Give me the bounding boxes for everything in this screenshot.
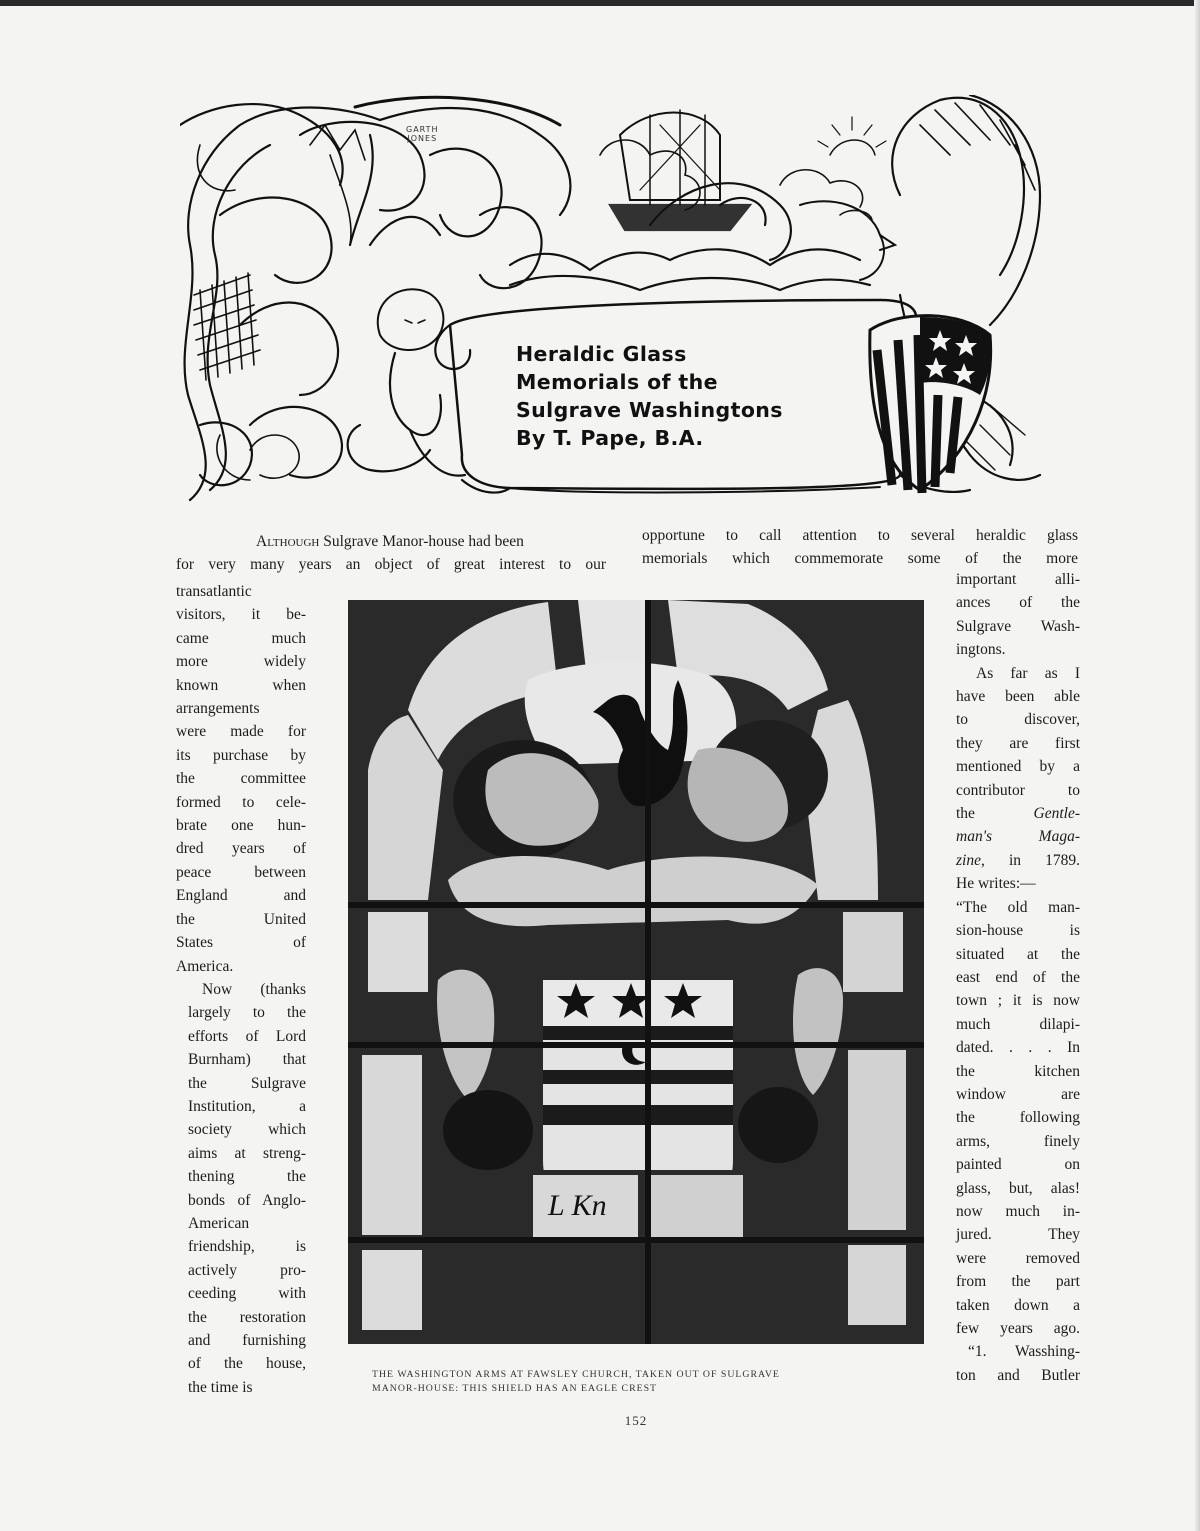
text-line: He writes:—: [956, 875, 1036, 893]
glass-inscription: L Kn: [548, 1189, 607, 1222]
drop-word: Although: [256, 533, 320, 550]
text-line: painted on: [956, 1156, 1080, 1174]
text-line: town ; it is now: [956, 992, 1080, 1010]
text-line: ingtons.: [956, 641, 1006, 659]
text-line: the restoration: [188, 1308, 306, 1326]
text-line: came much: [176, 629, 306, 647]
text-line: brate one hun-: [176, 817, 306, 835]
text-line: transatlantic: [176, 583, 252, 600]
text-line: important alli-: [956, 571, 1080, 588]
text-line: “The old man-: [956, 898, 1080, 916]
scan-top-border: [0, 0, 1200, 6]
text-line: “1. Wasshing-: [968, 1343, 1080, 1361]
text-line: sion-house is: [956, 922, 1080, 940]
intro-line: Sulgrave Manor-house had been: [323, 533, 524, 550]
page-number: 152: [624, 1413, 648, 1428]
text-line: man's Maga-: [956, 828, 1080, 846]
intro-line: for very many years an object of great interest to our: [176, 556, 606, 574]
caption-line: THE WASHINGTON ARMS AT FAWSLEY CHURCH, TAKEN OUT OF SULGRAVE: [372, 1369, 780, 1380]
text-line: the time is: [188, 1378, 253, 1396]
text-line: efforts of Lord: [188, 1027, 306, 1045]
text-line: Burnham) that: [188, 1051, 306, 1069]
artist-signature: [406, 125, 439, 143]
text-line: formed to cele-: [176, 793, 306, 811]
artist-signature-line: JONES: [407, 134, 438, 143]
text-line: were made for: [176, 723, 306, 741]
text-line: American: [188, 1214, 250, 1232]
title-line: Memorials of the: [516, 370, 718, 394]
text-line: actively pro-: [188, 1261, 306, 1279]
text-line: dred years of: [176, 840, 306, 858]
text-line: arrangements: [176, 700, 260, 718]
text-line: friendship, is: [188, 1238, 306, 1256]
title-line: Sulgrave Washingtons: [516, 398, 783, 422]
text-line: the following: [956, 1109, 1080, 1127]
text-line: Now (thanks: [202, 980, 306, 998]
text-line: to discover,: [956, 711, 1080, 729]
text-line: visitors, it be-: [176, 606, 306, 624]
byline: By T. Pape, B.A.: [516, 426, 704, 450]
text-line: have been able: [956, 688, 1080, 706]
text-line: zine, in 1789.: [956, 851, 1080, 869]
stained-glass-photo: [348, 600, 924, 1344]
text-line: Institution, a: [188, 1097, 306, 1115]
text-line: were removed: [956, 1249, 1080, 1267]
stained-glass-image: [348, 600, 924, 1344]
text-line: taken down a: [956, 1296, 1080, 1314]
right-column: [956, 568, 1080, 1387]
intro-left: [176, 530, 606, 577]
text-line: arms, finely: [956, 1132, 1080, 1150]
text-line: ceeding with: [188, 1285, 306, 1303]
text-line: thening the: [188, 1168, 306, 1186]
title-line: Heraldic Glass: [516, 342, 687, 366]
text-line: contributor to: [956, 781, 1080, 799]
text-line: much dilapi-: [956, 1015, 1080, 1033]
text-line: its purchase by: [176, 746, 306, 764]
text-line: ton and Butler: [956, 1366, 1080, 1384]
text-line: the Sulgrave: [188, 1074, 306, 1092]
artist-signature-line: GARTH: [406, 125, 439, 134]
text-line: and furnishing: [188, 1332, 306, 1349]
text-line: east end of the: [956, 968, 1080, 986]
text-line: peace between: [176, 863, 306, 881]
text-line: As far as I: [976, 664, 1080, 682]
text-line: largely to the: [188, 1004, 306, 1022]
text-line: of the house,: [188, 1355, 306, 1373]
text-line: now much in-: [956, 1202, 1080, 1220]
photo-caption: [372, 1368, 912, 1396]
text-line: glass, but, alas!: [956, 1179, 1080, 1197]
text-line: aims at streng-: [188, 1144, 306, 1162]
text-line: the United: [176, 910, 306, 928]
intro-right: [642, 524, 1078, 571]
text-line: jured. They: [956, 1226, 1080, 1244]
article-title: [516, 340, 856, 452]
caption-line: MANOR-HOUSE: THIS SHIELD HAS AN EAGLE CREST: [372, 1383, 658, 1394]
text-line: they are first: [956, 734, 1080, 752]
text-line: America.: [176, 957, 234, 975]
text-line: known when: [176, 676, 306, 694]
text-line: the committee: [176, 770, 306, 788]
text-line: England and: [176, 887, 306, 905]
text-line: from the part: [956, 1273, 1080, 1291]
text-line: situated at the: [956, 945, 1080, 963]
intro-line: memorials which commemorate some of the more: [642, 550, 1078, 568]
text-line: Sulgrave Wash-: [956, 617, 1080, 635]
text-line: ances of the: [956, 594, 1080, 612]
text-line: few years ago.: [956, 1320, 1080, 1337]
text-line: society which: [188, 1121, 306, 1139]
text-line: the kitchen: [956, 1062, 1080, 1080]
text-line: mentioned by a: [956, 758, 1080, 776]
text-line: window are: [956, 1085, 1080, 1103]
text-line: bonds of Anglo-: [188, 1191, 306, 1209]
scan-right-edge: [1194, 0, 1200, 1531]
text-line: the Gentle-: [956, 805, 1080, 823]
intro-line: opportune to call attention to several heraldic glass: [642, 527, 1078, 544]
text-line: States of: [176, 934, 306, 952]
left-column: [176, 580, 306, 1399]
text-line: more widely: [176, 653, 306, 671]
text-line: dated. . . . In: [956, 1039, 1080, 1057]
